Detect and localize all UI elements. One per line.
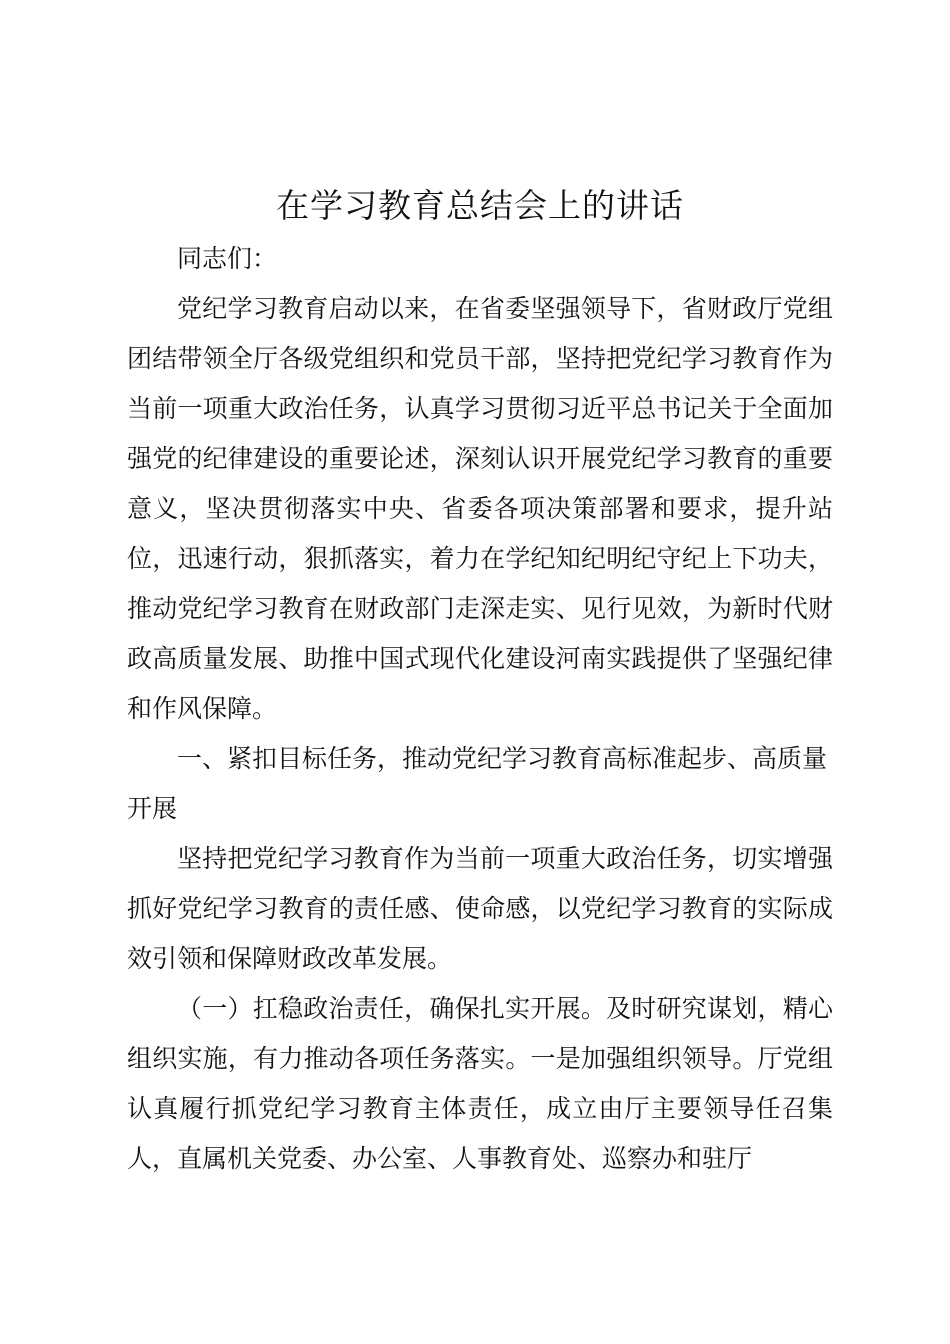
- document-body: [127, 178, 833, 1184]
- paragraph-subsection-1: （一）扛稳政治责任，确保扎实开展。及时研究谋划，精心组织实施，有力推动各项任务落实。一是加强组织领导。厅党组认真履行抓党纪学习教育主体责任，成立由厅主要领导任召集人，直属机关党委、办公室、人事教育处、巡察办和驻厅: [127, 994, 833, 1173]
- paragraph-intro: 党纪学习教育启动以来，在省委坚强领导下，省财政厅党组团结带领全厅各级党组织和党员干部，坚持把党纪学习教育作为当前一项重大政治任务，认真学习贯彻习近平总书记关于全面加强党的纪律建设的重要论述，深刻认识开展党纪学习教育的重要意义，坚决贯彻落实中央、省委各项决策部署和要求，提升站位，迅速行动，狠抓落实，着力在学纪知纪明纪守纪上下功夫，推动党纪学习教育在财政部门走深走实、见行见效，为新时代财政高质量发展、助推中国式现代化建设河南实践提供了坚强纪律和作风保障。: [127, 294, 833, 723]
- document-title: 在学习教育总结会上的讲话: [276, 186, 684, 225]
- salutation: 同志们：: [177, 244, 278, 273]
- paragraph-section-1: 坚持把党纪学习教育作为当前一项重大政治任务，切实增强抓好党纪学习教育的责任感、使命感，以党纪学习教育的实际成效引领和保障财政改革发展。: [127, 844, 833, 973]
- section-heading-1: 一、紧扣目标任务，推动党纪学习教育高标准起步、高质量开展: [127, 744, 828, 823]
